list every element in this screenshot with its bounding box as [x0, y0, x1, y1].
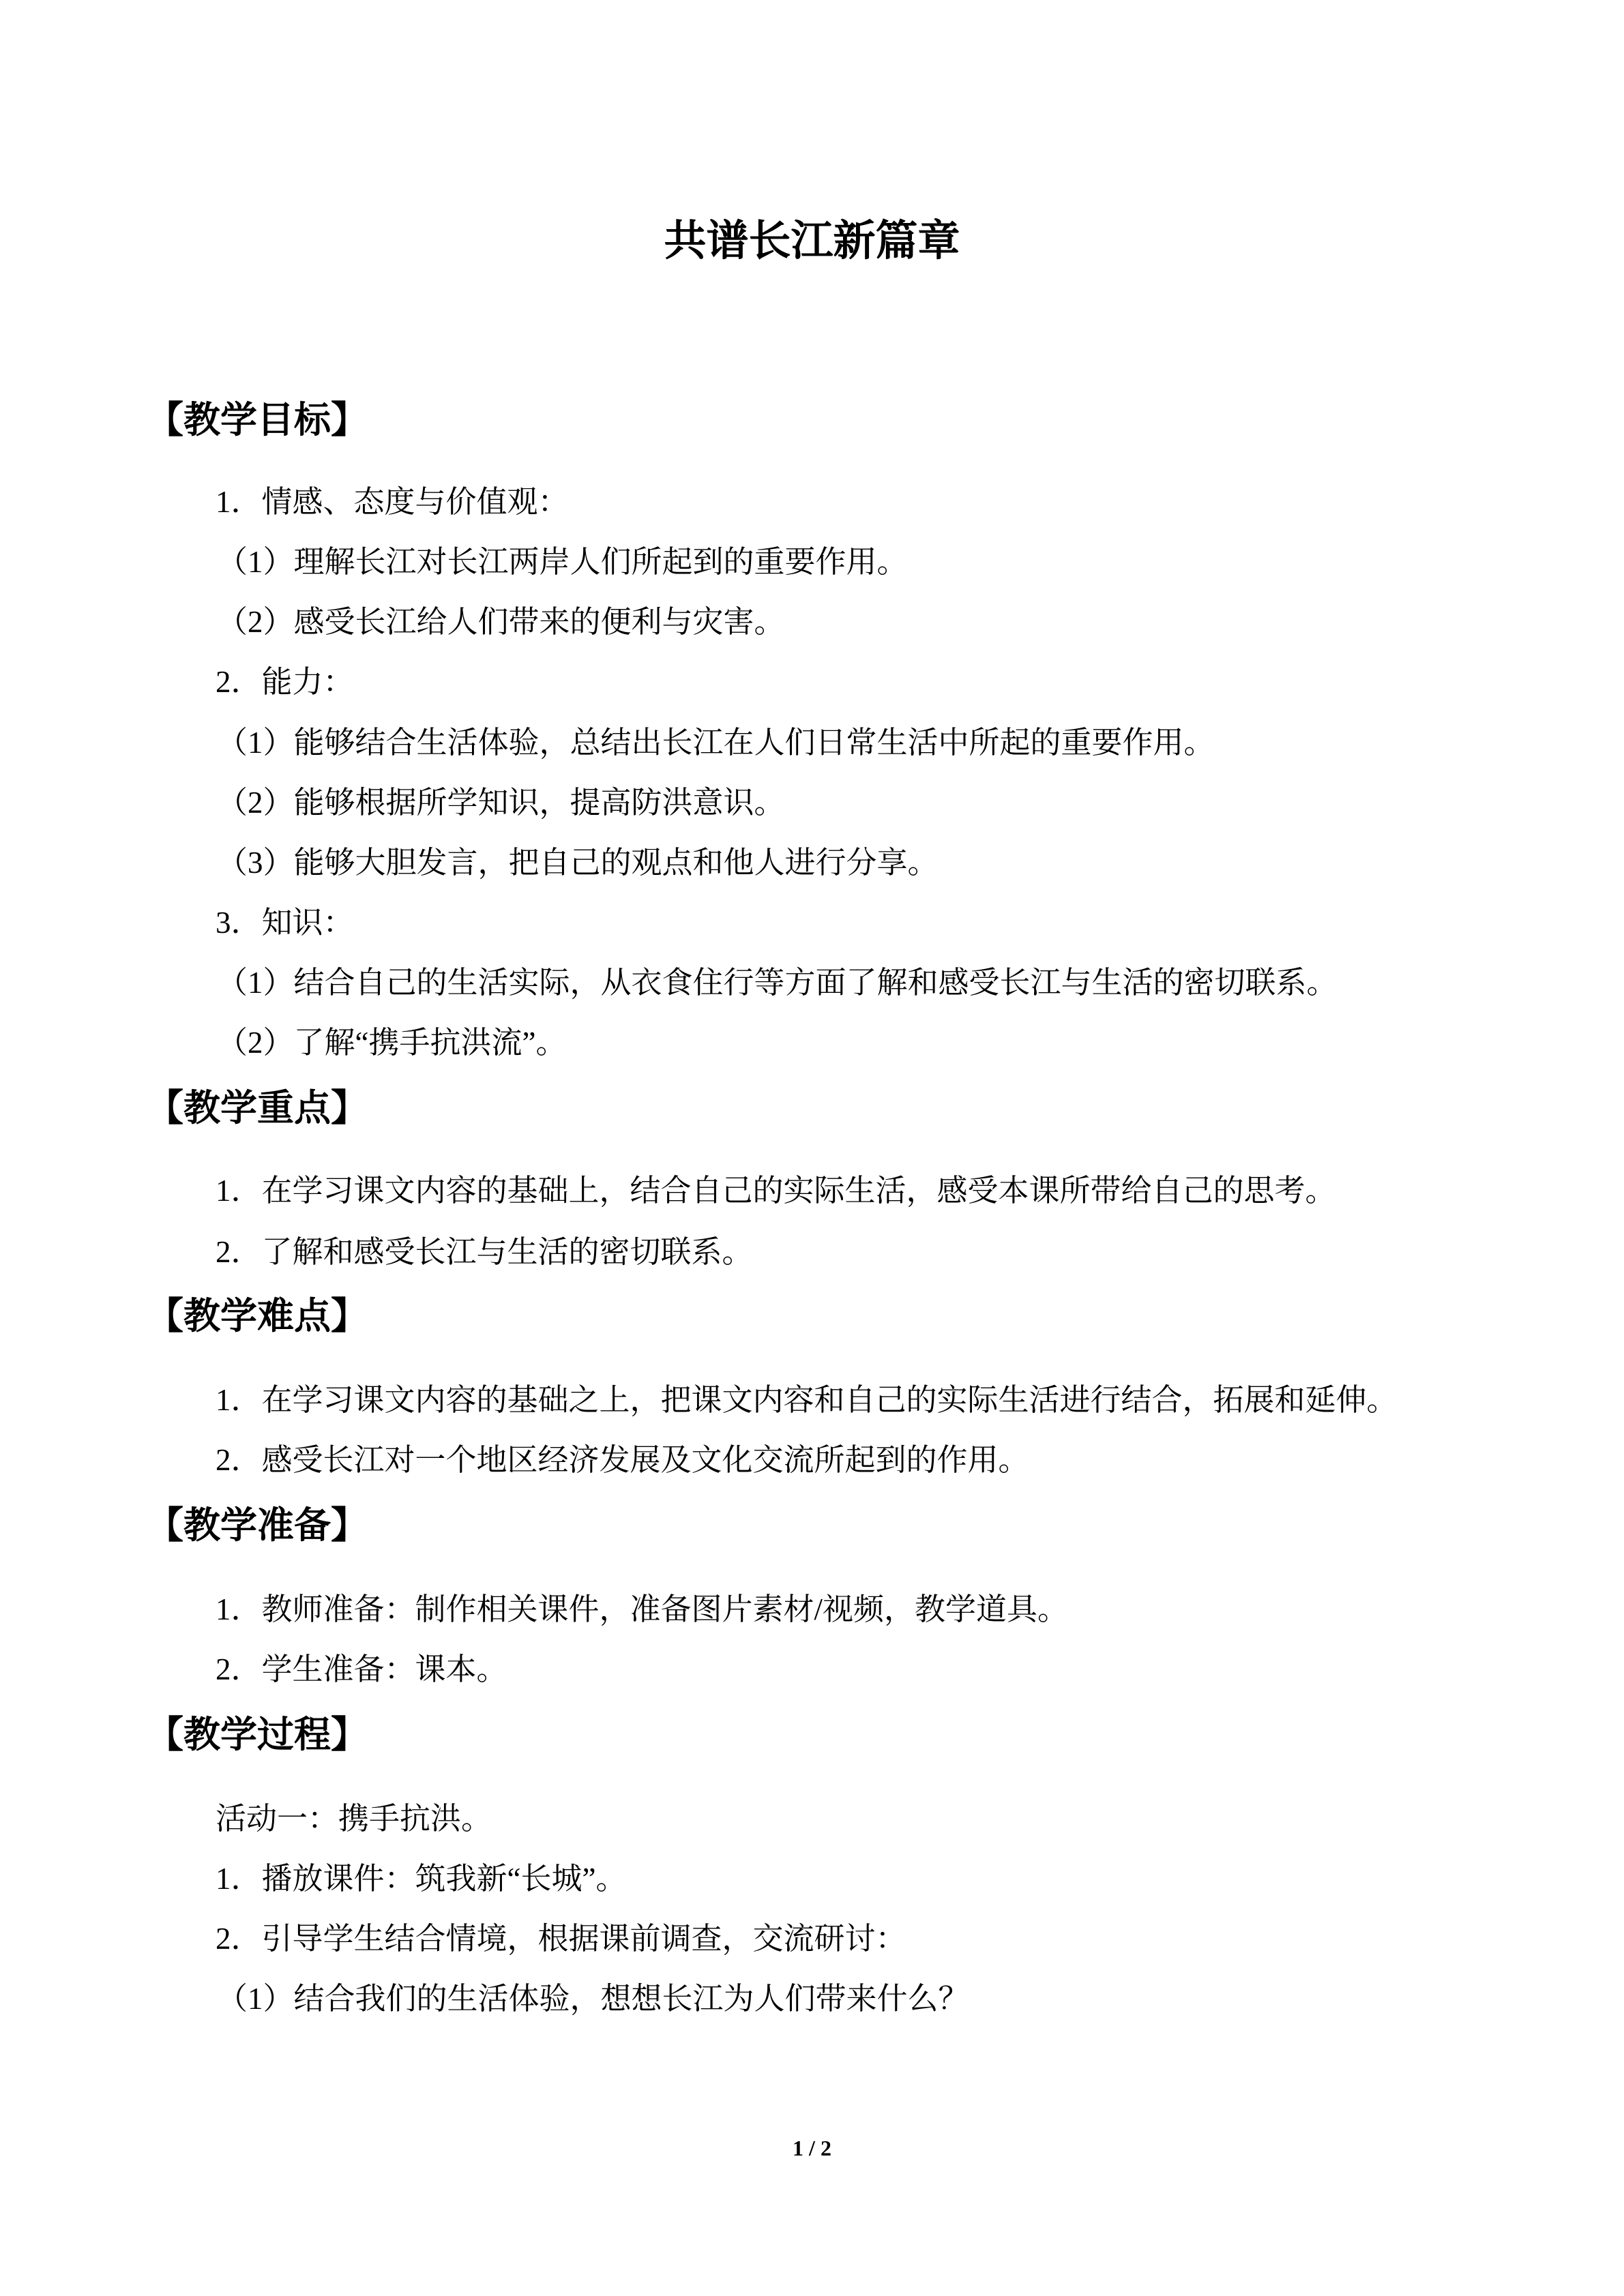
section-heading-process: 【教学过程】 [147, 1714, 368, 1755]
section-heading-preparation: 【教学准备】 [147, 1505, 368, 1546]
text-line: 1．教师准备：制作相关课件，准备图片素材/视频，教学道具。 [216, 1592, 1069, 1626]
text-line: 1．在学习课文内容的基础上，结合自己的实际生活，感受本课所带给自己的思考。 [216, 1174, 1336, 1208]
text-line: （1）能够结合生活体验，总结出长江在人们日常生活中所起的重要作用。 [217, 726, 1215, 760]
text-line: （1）结合自己的生活实际，从衣食住行等方面了解和感受长江与生活的密切联系。 [217, 966, 1338, 1000]
text-line: 2．引导学生结合情境，根据课前调查，交流研讨： [216, 1922, 906, 1956]
text-line: 活动一：携手抗洪。 [216, 1802, 492, 1836]
section-heading-key-points: 【教学重点】 [147, 1088, 368, 1129]
text-line: 2．学生准备：课本。 [216, 1652, 507, 1686]
text-line: 1．播放课件：筑我新“长城”。 [216, 1862, 627, 1896]
text-line: 1．在学习课文内容的基础之上，把课文内容和自己的实际生活进行结合，拓展和延伸。 [216, 1383, 1398, 1417]
text-line: 1．情感、态度与价值观： [216, 485, 569, 519]
text-line: （2）能够根据所学知识，提高防洪意识。 [217, 786, 785, 820]
text-line: （1）理解长江对长江两岸人们所起到的重要作用。 [217, 545, 908, 579]
text-line: （2）感受长江给人们带来的便利与灾害。 [217, 605, 785, 639]
section-heading-objectives: 【教学目标】 [147, 400, 368, 441]
text-line: 2．了解和感受长江与生活的密切联系。 [216, 1235, 753, 1269]
text-line: （3）能够大胆发言，把自己的观点和他人进行分享。 [217, 846, 939, 880]
text-line: （1）结合我们的生活体验，想想长江为人们带来什么？ [217, 1982, 969, 2016]
text-line: 2．感受长江对一个地区经济发展及文化交流所起到的作用。 [216, 1443, 1029, 1477]
document-title: 共谱长江新篇章 [664, 218, 960, 265]
section-heading-difficulties: 【教学难点】 [147, 1296, 368, 1337]
text-line: 2．能力： [216, 665, 354, 699]
text-line: （2）了解“携手抗洪流”。 [217, 1026, 567, 1060]
page-number: 1 / 2 [793, 2136, 831, 2160]
text-line: 3．知识： [216, 906, 354, 940]
